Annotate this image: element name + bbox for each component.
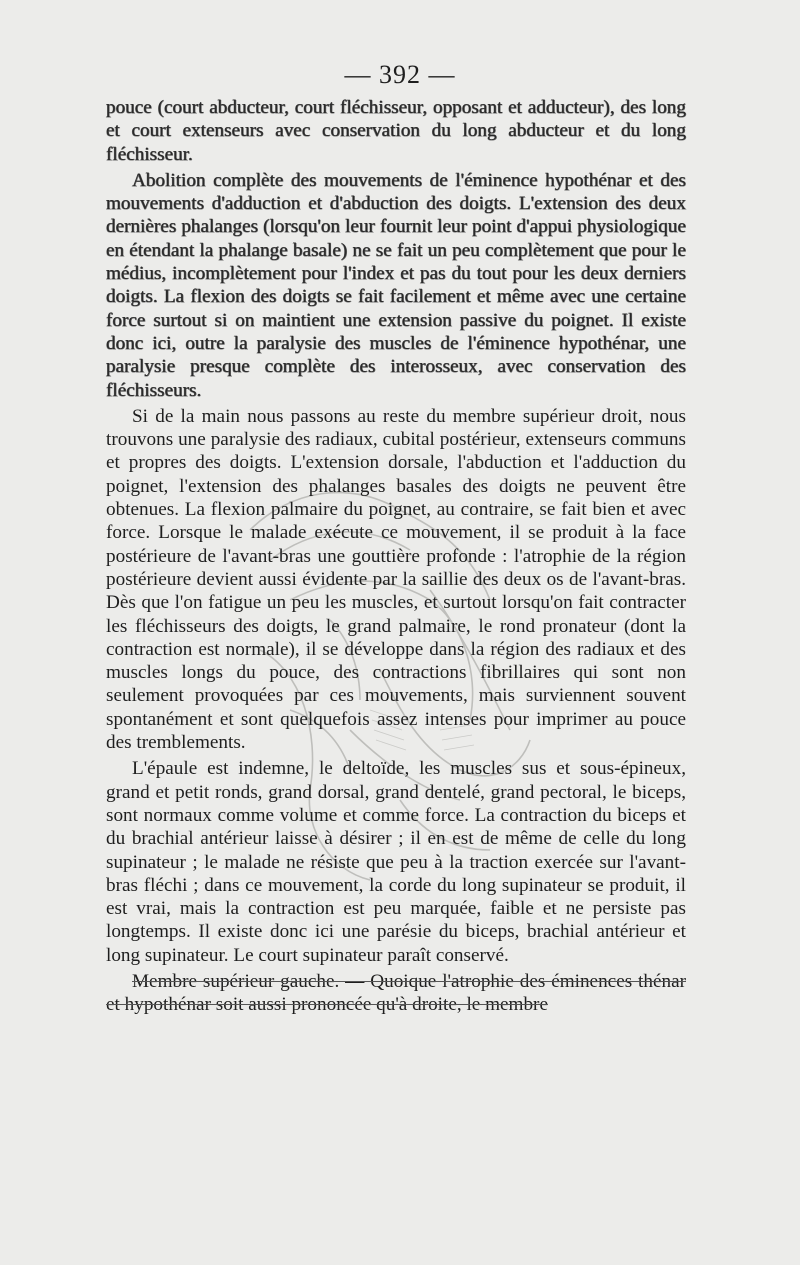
- page-number: — 392 —: [344, 60, 456, 89]
- body-text: [106, 96, 686, 1017]
- paragraph-3: Si de la main nous passons au reste du membre supérieur droit, nous trouvons une paralysie des radiaux, cubital postérieur, extenseurs communs et propres des doigts. L'extension dorsale, l'abduction et l'adduction du poignet, l'extension des phalanges basales des doigts ne peuvent être obtenues. La flexion palmaire du poignet, au contraire, se fait bien et avec force. Lorsque le malade exécute ce mouvement, il se produit à la face postérieure de l'avant-bras une gouttière profonde : l'atrophie de la région postérieure devient aussi évidente par la saillie des deux os de l'avant-bras. Dès que l'on fatigue un peu les muscles, et surtout lorsqu'on fait contracter les fléchisseurs des doigts, le grand palmaire, le rond pronateur (dont la contraction est normale), il se développe dans la région des radiaux et des muscles longs du pouce, des contractions fibrillaires qui sont non seulement provoquées par ces mouvements, mais surviennent souvent spontanément et sont quelquefois assez intenses pour imprimer au pouce des tremblements.: [106, 405, 686, 754]
- paragraph-1: pouce (court abducteur, court fléchisseur, opposant et adducteur), des long et court extenseurs avec conservation du long abducteur et du long fléchisseur.: [106, 97, 686, 165]
- paragraph-5: Membre supérieur gauche. — Quoique l'atrophie des éminences thénar et hypothénar soit aussi prononcée qu'à droite, le membre: [106, 970, 686, 1016]
- paragraph-2: Abolition complète des mouvements de l'éminence hypothénar et des mouvements d'adduction et d'abduction des doigts. L'extension des deux dernières phalanges (lorsqu'on leur fournit leur point d'appui physiologique en étendant la phalange basale) ne se fait un peu complètement que pour le médius, incomplètement pour l'index et pas du tout pour les deux derniers doigts. La flexion des doigts se fait facilement et même avec une certaine force surtout si on maintient une extension passive du poignet. Il existe donc ici, outre la paralysie des muscles de l'éminence hypothénar, une paralysie presque complète des interosseux, avec conservation des fléchisseurs.: [106, 169, 686, 401]
- paragraph-4: L'épaule est indemne, le deltoïde, les muscles sus et sous-épineux, grand et petit ronds, grand dorsal, grand dentelé, grand pectoral, le biceps, sont normaux comme volume et comme force. La contraction du biceps et du brachial antérieur laisse à désirer ; il en est de même de celle du long supinateur ; le malade ne résiste que peu à la traction exercée sur l'avant-bras fléchi ; dans ce mouvement, la corde du long supinateur se produit, il est vrai, mais la contraction est peu marquée, faible et ne persiste pas longtemps. Il existe donc ici une parésie du biceps, brachial antérieur et long supinateur. Le court supinateur paraît conservé.: [106, 758, 686, 966]
